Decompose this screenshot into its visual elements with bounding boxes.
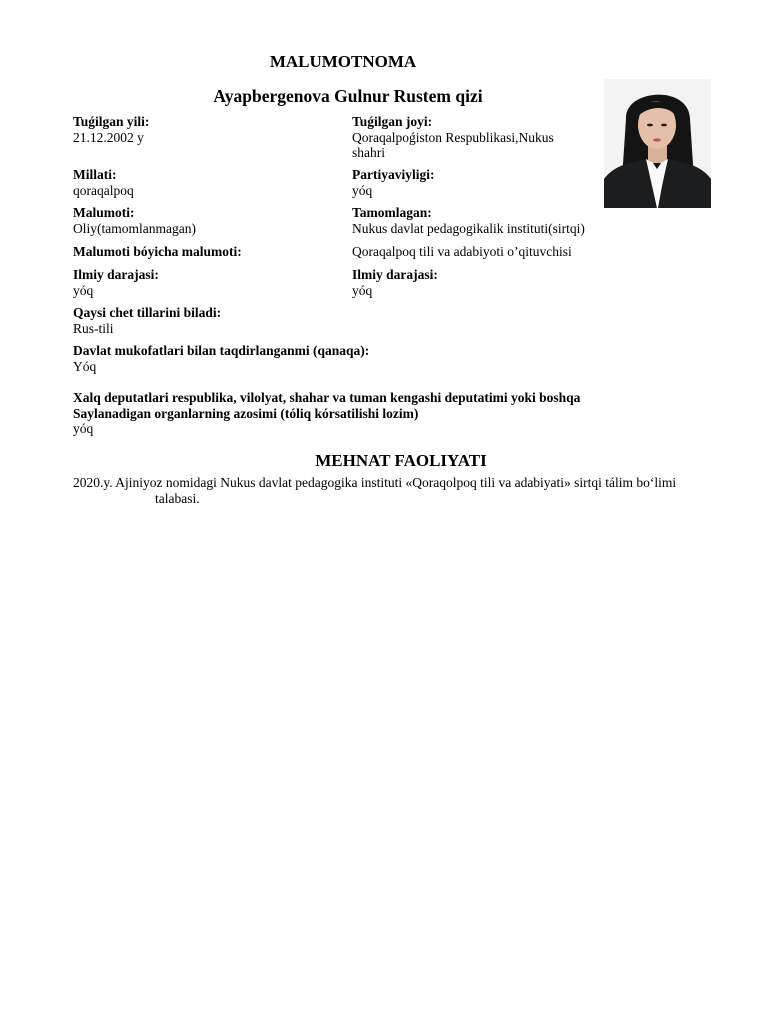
degree-field-left bbox=[73, 267, 343, 298]
nationality-value: qoraqalpoq bbox=[73, 182, 134, 198]
languages-field bbox=[73, 305, 633, 336]
awards-label: Davlat mukofatlari bilan taqdirlanganmi (qanaqa): bbox=[73, 343, 370, 358]
birth-year-value: 21.12.2002 y bbox=[73, 129, 144, 145]
awards-field bbox=[73, 343, 633, 374]
deputy-label-line1: Xalq deputatlari respublika, vilolyat, shahar va tuman kengashi deputatimi yoki boshqa bbox=[73, 390, 581, 405]
languages-label: Qaysi chet tillarini biladi: bbox=[73, 305, 222, 320]
specialty-value-field bbox=[352, 244, 602, 260]
party-field bbox=[352, 167, 602, 198]
work-entry-line1: 2020.y. Ajiniyoz nomidagi Nukus davlat pedagogika instituti «Qoraqolpoq tili va adabiyati» sirtqi tálim boʻlimi bbox=[73, 475, 677, 490]
degree-label-right: Ilmiy darajasi: bbox=[352, 267, 438, 282]
education-label: Malumoti: bbox=[73, 205, 135, 220]
birth-place-field bbox=[352, 114, 577, 161]
nationality-field bbox=[73, 167, 343, 198]
awards-value: Yóq bbox=[73, 358, 97, 374]
deputy-value: yóq bbox=[73, 421, 94, 436]
graduated-label: Tamomlagan: bbox=[352, 205, 432, 220]
graduated-value: Nukus davlat pedagogikalik instituti(sirtqi) bbox=[352, 220, 585, 236]
languages-value: Rus-tili bbox=[73, 320, 114, 336]
birth-year-label: Tuǵilgan yili: bbox=[73, 114, 150, 129]
party-label: Partiyaviyligi: bbox=[352, 167, 435, 182]
specialty-value: Qoraqalpoq tili va adabiyoti oʼqituvchisi bbox=[352, 244, 572, 259]
deputy-field bbox=[73, 390, 673, 437]
birth-year-field bbox=[73, 114, 343, 145]
specialty-label: Malumoti bóyicha malumoti: bbox=[73, 244, 242, 259]
degree-label-left: Ilmiy darajasi: bbox=[73, 267, 159, 282]
work-history-entry bbox=[73, 475, 713, 506]
person-name: Ayapbergenova Gulnur Rustem qizi bbox=[213, 86, 483, 106]
degree-value-right: yóq bbox=[352, 282, 373, 298]
party-value: yóq bbox=[352, 182, 373, 198]
work-history-heading: MEHNAT FAOLIYATI bbox=[315, 451, 487, 470]
profile-photo bbox=[604, 79, 711, 208]
birth-place-value: Qoraqalpoǵiston Respublikasi,Nukus shahri bbox=[352, 129, 554, 160]
specialty-field bbox=[73, 244, 343, 260]
nationality-label: Millati: bbox=[73, 167, 117, 182]
portrait-image bbox=[604, 79, 711, 208]
birth-place-label: Tuǵilgan joyi: bbox=[352, 114, 433, 129]
degree-field-right bbox=[352, 267, 602, 298]
education-field bbox=[73, 205, 343, 236]
education-value: Oliy(tamomlanmagan) bbox=[73, 220, 196, 236]
work-entry-line2: talabasi. bbox=[155, 490, 200, 506]
deputy-label-line2: Saylanadigan organlarning azosimi (tóliq kórsatilishi lozim) bbox=[73, 405, 419, 421]
graduated-field bbox=[352, 205, 602, 236]
document-title: MALUMOTNOMA bbox=[269, 52, 417, 71]
degree-value-left: yóq bbox=[73, 282, 94, 298]
